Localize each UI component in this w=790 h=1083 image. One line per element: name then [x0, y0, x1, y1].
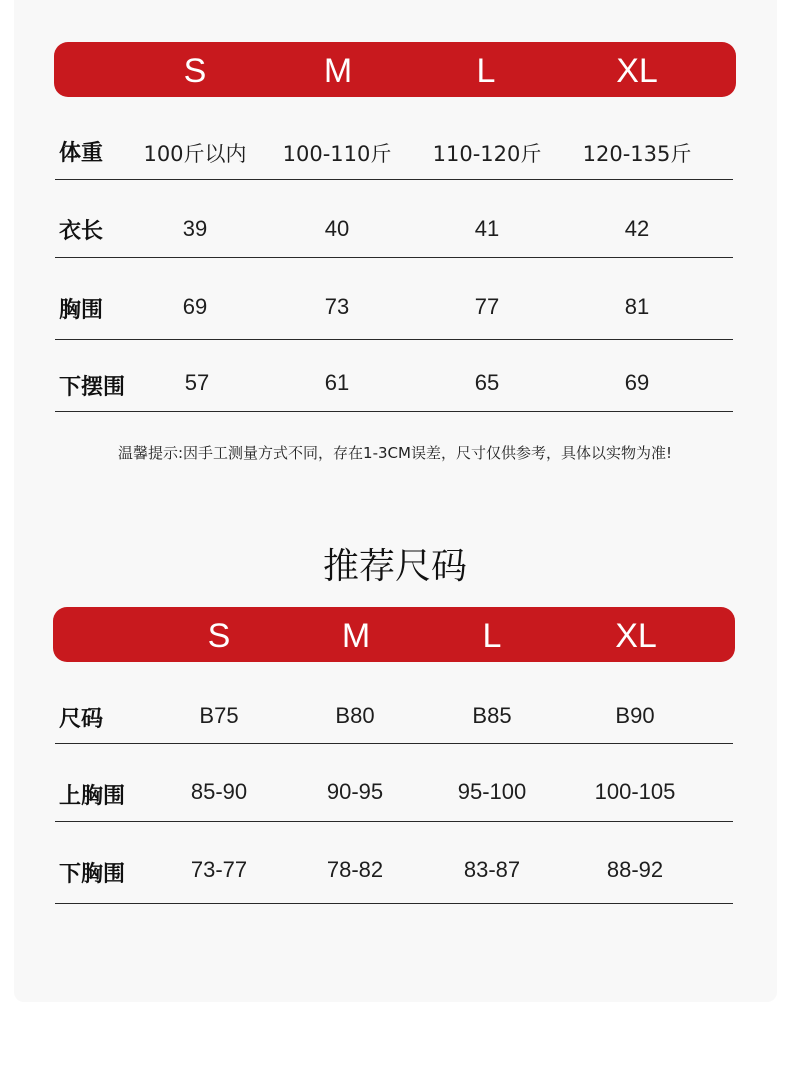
table-cell: 77: [474, 294, 500, 319]
row-label: 下摆围: [59, 375, 126, 400]
table-cell: 41: [474, 216, 500, 241]
table-cell: 100-105: [594, 779, 676, 804]
section-title: 推荐尺码: [322, 546, 467, 587]
table-cell: B90: [615, 703, 655, 728]
table-cell: 73-77: [190, 857, 248, 882]
table-cell: 100-110斤: [282, 142, 392, 166]
row-label: 体重: [59, 141, 104, 166]
size-label-xl: XL: [615, 617, 657, 655]
table-cell: 90-95: [326, 779, 384, 804]
table-cell: 83-87: [463, 857, 521, 882]
table-cell: 61: [324, 370, 350, 395]
table-cell: 78-82: [326, 857, 384, 882]
table-row-length: [55, 180, 733, 258]
table-row-under-chest: [55, 822, 733, 904]
table-cell: 120-135斤: [582, 142, 692, 166]
table-cell: B80: [335, 703, 375, 728]
table-cell: 88-92: [606, 857, 664, 882]
table-cell: 57: [184, 370, 210, 395]
row-label: 衣长: [59, 219, 104, 244]
table-row-chest: [55, 258, 733, 340]
table-cell: 85-90: [190, 779, 248, 804]
table-cell: 40: [324, 216, 350, 241]
size-label-s: S: [207, 617, 231, 655]
table-cell: 65: [474, 370, 500, 395]
table-row-hem: [55, 340, 733, 412]
table-row-cup-size: [55, 683, 733, 744]
size-header-bar: [53, 607, 735, 662]
size-label-l: L: [482, 617, 502, 655]
row-label: 下胸围: [59, 862, 126, 887]
row-label: 胸围: [59, 298, 104, 323]
row-label: 尺码: [59, 707, 104, 732]
table-cell: 110-120斤: [432, 142, 542, 166]
size-label-l: L: [476, 52, 496, 90]
row-label: 上胸围: [59, 784, 126, 809]
table-cell: 42: [624, 216, 650, 241]
table-cell: 100斤以内: [143, 142, 247, 166]
size-label-m: M: [341, 617, 371, 655]
table-cell: B85: [472, 703, 512, 728]
table-row-weight: [55, 118, 733, 180]
table-cell: B75: [199, 703, 239, 728]
table-cell: 39: [182, 216, 208, 241]
size-label-xl: XL: [616, 52, 658, 90]
table-cell: 73: [324, 294, 350, 319]
table-cell: 69: [624, 370, 650, 395]
table-cell: 69: [182, 294, 208, 319]
size-header-bar: [54, 42, 736, 97]
size-label-s: S: [183, 52, 207, 90]
measurement-note: 温馨提示:因手工测量方式不同，存在1-3CM误差，尺寸仅供参考，具体以实物为准!: [118, 444, 672, 462]
table-cell: 95-100: [457, 779, 527, 804]
size-label-m: M: [323, 52, 353, 90]
table-cell: 81: [624, 294, 650, 319]
table-row-upper-chest: [55, 744, 733, 822]
